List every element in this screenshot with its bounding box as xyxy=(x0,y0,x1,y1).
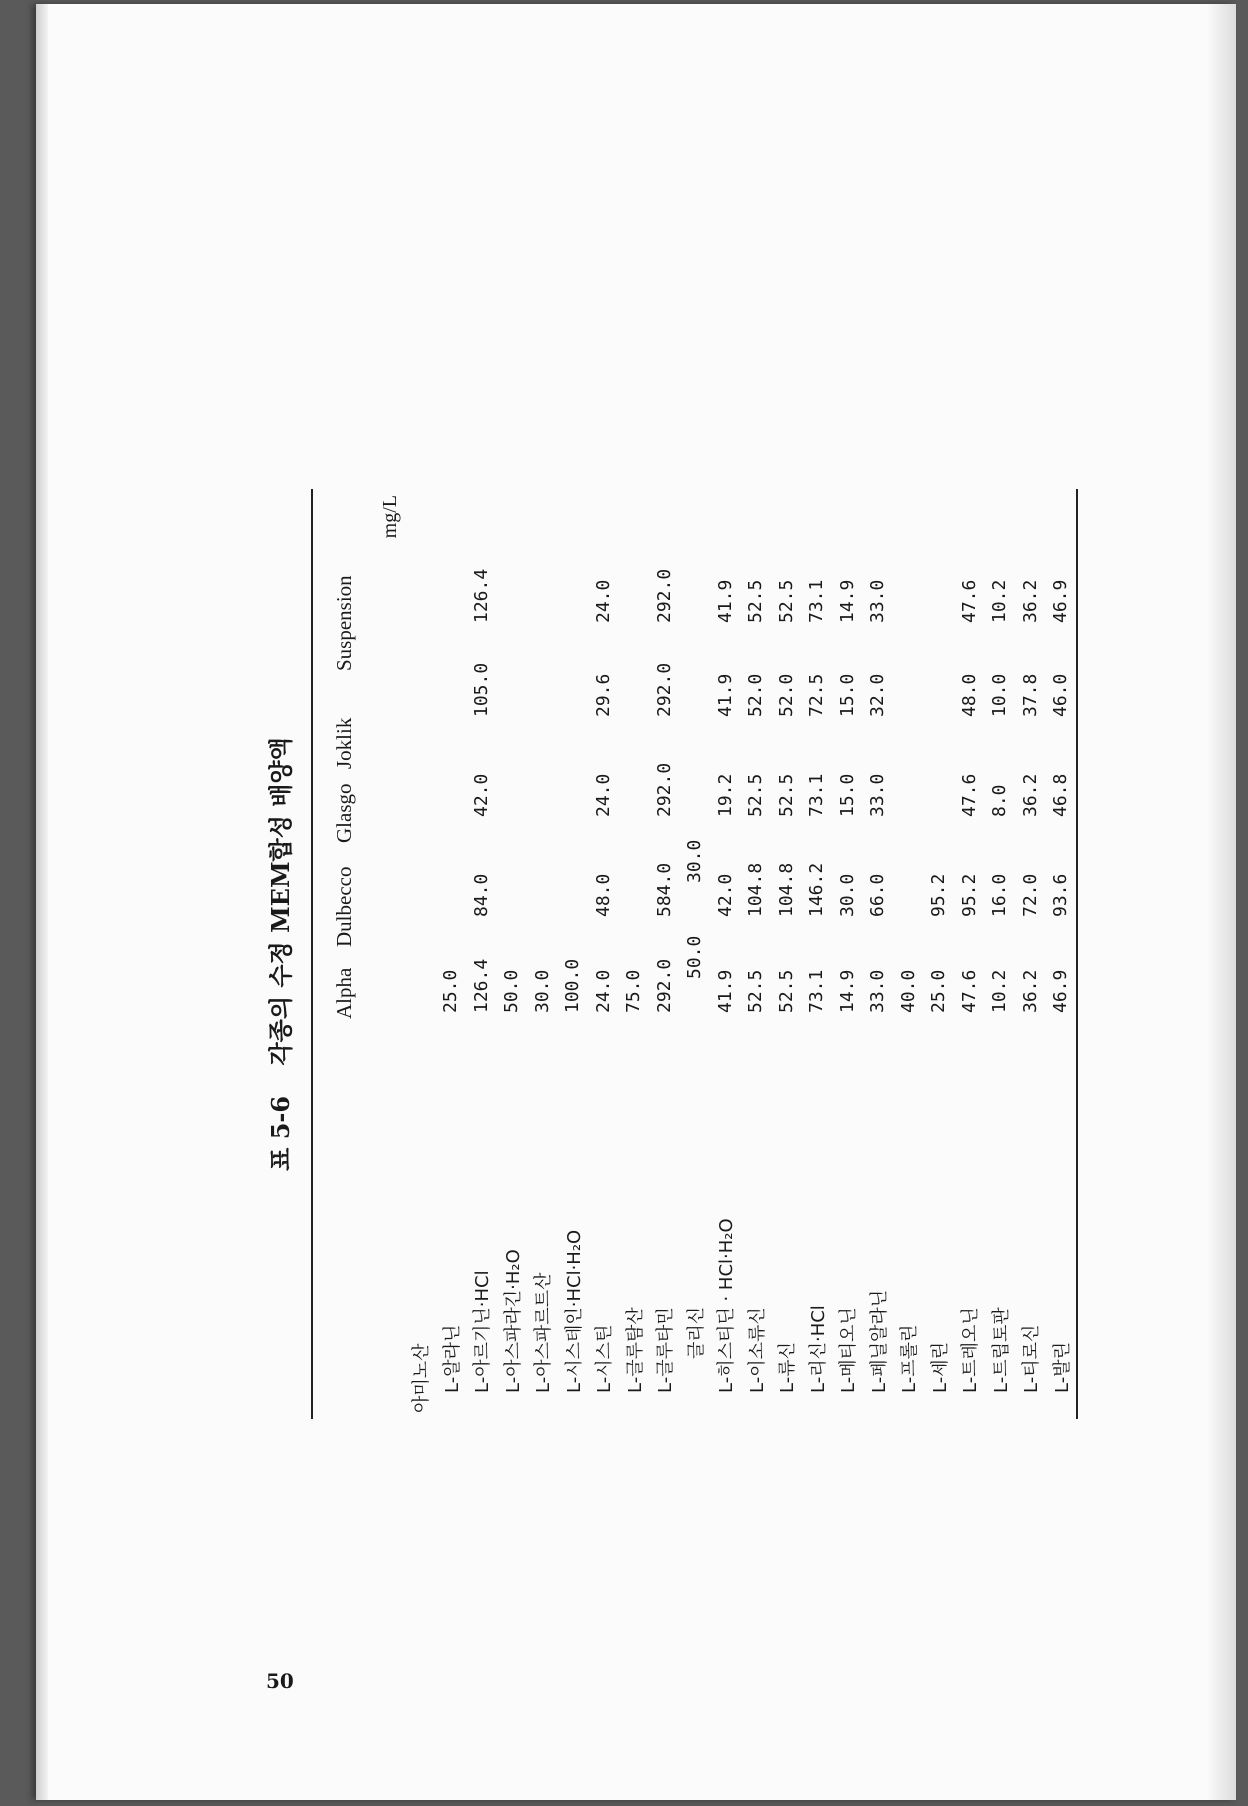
table-row xyxy=(1046,489,1077,1419)
cell-joklik: 41.9 xyxy=(714,673,736,717)
cell-alpha: 46.9 xyxy=(1050,969,1072,1013)
table-row xyxy=(741,489,772,1419)
cell-suspension: 33.0 xyxy=(867,579,889,623)
row-name: L-발린 xyxy=(1051,1342,1073,1393)
cell-dulbecco: 30.0 xyxy=(836,873,858,917)
cell-alpha: 292.0 xyxy=(653,958,675,1013)
cell-alpha: 24.0 xyxy=(592,969,614,1013)
row-name: 아미노산 xyxy=(411,1343,433,1413)
cell-alpha: 50.0 xyxy=(684,935,706,979)
cell-glasgo: 36.2 xyxy=(1019,773,1041,817)
row-name: L-트립토판 xyxy=(990,1307,1012,1393)
cell-joklik: 29.6 xyxy=(592,673,614,717)
cell-suspension: 52.5 xyxy=(775,579,797,623)
row-name: L-시스틴 xyxy=(594,1324,616,1393)
page-shadow xyxy=(1206,4,1236,1800)
cell-alpha: 50.0 xyxy=(501,969,523,1013)
col-header-alpha: Alpha xyxy=(331,967,356,1019)
cell-suspension: 46.9 xyxy=(1050,579,1072,623)
cell-suspension: 52.5 xyxy=(745,579,767,623)
cell-glasgo: 15.0 xyxy=(836,773,858,817)
table-row xyxy=(588,489,619,1419)
row-name: L-리신·HCl xyxy=(807,1305,829,1393)
table-row xyxy=(893,489,924,1419)
cell-joklik: 52.0 xyxy=(775,673,797,717)
row-name: L-프롤린 xyxy=(899,1324,921,1393)
table-row xyxy=(527,489,558,1419)
page-binding-edge xyxy=(36,4,48,1800)
cell-alpha: 40.0 xyxy=(897,969,919,1013)
composition-table xyxy=(311,489,1078,1419)
cell-glasgo: 292.0 xyxy=(653,762,675,817)
cell-dulbecco: 146.2 xyxy=(806,862,828,917)
cell-joklik: 52.0 xyxy=(745,673,767,717)
cell-joklik: 37.8 xyxy=(1019,673,1041,717)
cell-joklik: 46.0 xyxy=(1050,673,1072,717)
cell-glasgo: 52.5 xyxy=(775,773,797,817)
cell-suspension: 36.2 xyxy=(1019,579,1041,623)
row-name: L-세린 xyxy=(929,1342,951,1393)
table-row xyxy=(802,489,833,1419)
col-header-joklik: Joklik xyxy=(331,717,356,769)
cell-joklik: 15.0 xyxy=(836,673,858,717)
cell-dulbecco: 72.0 xyxy=(1019,873,1041,917)
cell-alpha: 126.4 xyxy=(470,958,492,1013)
cell-alpha: 75.0 xyxy=(623,969,645,1013)
cell-suspension: 47.6 xyxy=(958,579,980,623)
table-header-row xyxy=(313,489,375,1419)
table-caption xyxy=(251,489,311,1419)
table-row xyxy=(405,489,436,1419)
cell-joklik: 72.5 xyxy=(806,673,828,717)
col-header-glasgo: Glasgo xyxy=(331,783,356,843)
cell-joklik: 48.0 xyxy=(958,673,980,717)
row-name: L-글루탐산 xyxy=(624,1307,646,1393)
table-row xyxy=(771,489,802,1419)
cell-suspension: 10.2 xyxy=(989,579,1011,623)
cell-dulbecco: 95.2 xyxy=(928,873,950,917)
col-header-dulbecco: Dulbecco xyxy=(331,866,356,947)
cell-dulbecco: 42.0 xyxy=(714,873,736,917)
col-header-suspension: Suspension xyxy=(331,575,356,671)
cell-dulbecco: 95.2 xyxy=(958,873,980,917)
cell-alpha: 14.9 xyxy=(836,969,858,1013)
table-row xyxy=(710,489,741,1419)
row-name: L-아르기닌·HCl xyxy=(472,1270,494,1393)
cell-glasgo: 24.0 xyxy=(592,773,614,817)
row-name: L-아스파라긴·H₂O xyxy=(502,1249,524,1393)
row-name: L-트레오닌 xyxy=(960,1307,982,1393)
row-name: L-메티오닌 xyxy=(838,1307,860,1393)
cell-suspension: 41.9 xyxy=(714,579,736,623)
cell-joklik: 32.0 xyxy=(867,673,889,717)
row-name: L-히스티딘 · HCl·H₂O xyxy=(716,1218,738,1393)
row-name: L-글루타민 xyxy=(655,1307,677,1393)
cell-dulbecco: 104.8 xyxy=(775,862,797,917)
table-row xyxy=(863,489,894,1419)
table-row xyxy=(680,489,711,1419)
cell-suspension: 73.1 xyxy=(806,579,828,623)
table-row xyxy=(497,489,528,1419)
table-row xyxy=(954,489,985,1419)
cell-glasgo: 19.2 xyxy=(714,773,736,817)
cell-suspension: 292.0 xyxy=(653,568,675,623)
cell-suspension: 24.0 xyxy=(592,579,614,623)
unit-row xyxy=(375,489,405,1419)
cell-glasgo: 47.6 xyxy=(958,773,980,817)
cell-joklik: 105.0 xyxy=(470,662,492,717)
cell-dulbecco: 584.0 xyxy=(653,862,675,917)
cell-glasgo: 8.0 xyxy=(989,784,1011,817)
cell-alpha: 41.9 xyxy=(714,969,736,1013)
cell-glasgo: 52.5 xyxy=(745,773,767,817)
table-row xyxy=(1015,489,1046,1419)
cell-alpha: 25.0 xyxy=(440,969,462,1013)
row-name: L-페닐알라닌 xyxy=(868,1289,890,1393)
cell-glasgo: 73.1 xyxy=(806,773,828,817)
cell-dulbecco: 30.0 xyxy=(684,839,706,883)
table-row xyxy=(558,489,589,1419)
page-number: 50 xyxy=(266,1669,294,1693)
table-row xyxy=(985,489,1016,1419)
row-name: L-아스파르트산 xyxy=(533,1272,555,1393)
cell-alpha: 47.6 xyxy=(958,969,980,1013)
cell-alpha: 73.1 xyxy=(806,969,828,1013)
cell-dulbecco: 104.8 xyxy=(745,862,767,917)
cell-alpha: 33.0 xyxy=(867,969,889,1013)
cell-alpha: 100.0 xyxy=(562,958,584,1013)
cell-dulbecco: 84.0 xyxy=(470,873,492,917)
cell-dulbecco: 16.0 xyxy=(989,873,1011,917)
cell-alpha: 10.2 xyxy=(989,969,1011,1013)
cell-dulbecco: 66.0 xyxy=(867,873,889,917)
cell-alpha: 52.5 xyxy=(745,969,767,1013)
rotated-table-region xyxy=(251,489,1073,1419)
unit-label: mg/L xyxy=(378,495,401,539)
row-name: L-류신 xyxy=(777,1342,799,1393)
row-name: L-시스테인·HCl·H₂O xyxy=(563,1229,585,1393)
cell-dulbecco: 48.0 xyxy=(592,873,614,917)
cell-glasgo: 46.8 xyxy=(1050,773,1072,817)
cell-alpha: 30.0 xyxy=(531,969,553,1013)
cell-suspension: 126.4 xyxy=(470,568,492,623)
cell-glasgo: 33.0 xyxy=(867,773,889,817)
row-name: L-티로신 xyxy=(1021,1324,1043,1393)
cell-joklik: 10.0 xyxy=(989,673,1011,717)
caption-title: 각종의 수정 MEM합성 배양액 xyxy=(266,737,295,1066)
cell-suspension: 14.9 xyxy=(836,579,858,623)
cell-dulbecco: 93.6 xyxy=(1050,873,1072,917)
table-row xyxy=(924,489,955,1419)
cell-alpha: 25.0 xyxy=(928,969,950,1013)
row-name: L-알라닌 xyxy=(441,1324,463,1393)
row-name: 글리신 xyxy=(685,1306,707,1359)
cell-glasgo: 42.0 xyxy=(470,773,492,817)
table-row xyxy=(436,489,467,1419)
table-row xyxy=(832,489,863,1419)
table-row xyxy=(619,489,650,1419)
table-row xyxy=(466,489,497,1419)
document-page xyxy=(36,4,1236,1800)
cell-alpha: 36.2 xyxy=(1019,969,1041,1013)
cell-joklik: 292.0 xyxy=(653,662,675,717)
table-row xyxy=(649,489,680,1419)
table-body xyxy=(405,489,1076,1419)
caption-number: 표 5-6 xyxy=(266,1095,295,1171)
row-name: L-이소류신 xyxy=(746,1307,768,1393)
cell-alpha: 52.5 xyxy=(775,969,797,1013)
